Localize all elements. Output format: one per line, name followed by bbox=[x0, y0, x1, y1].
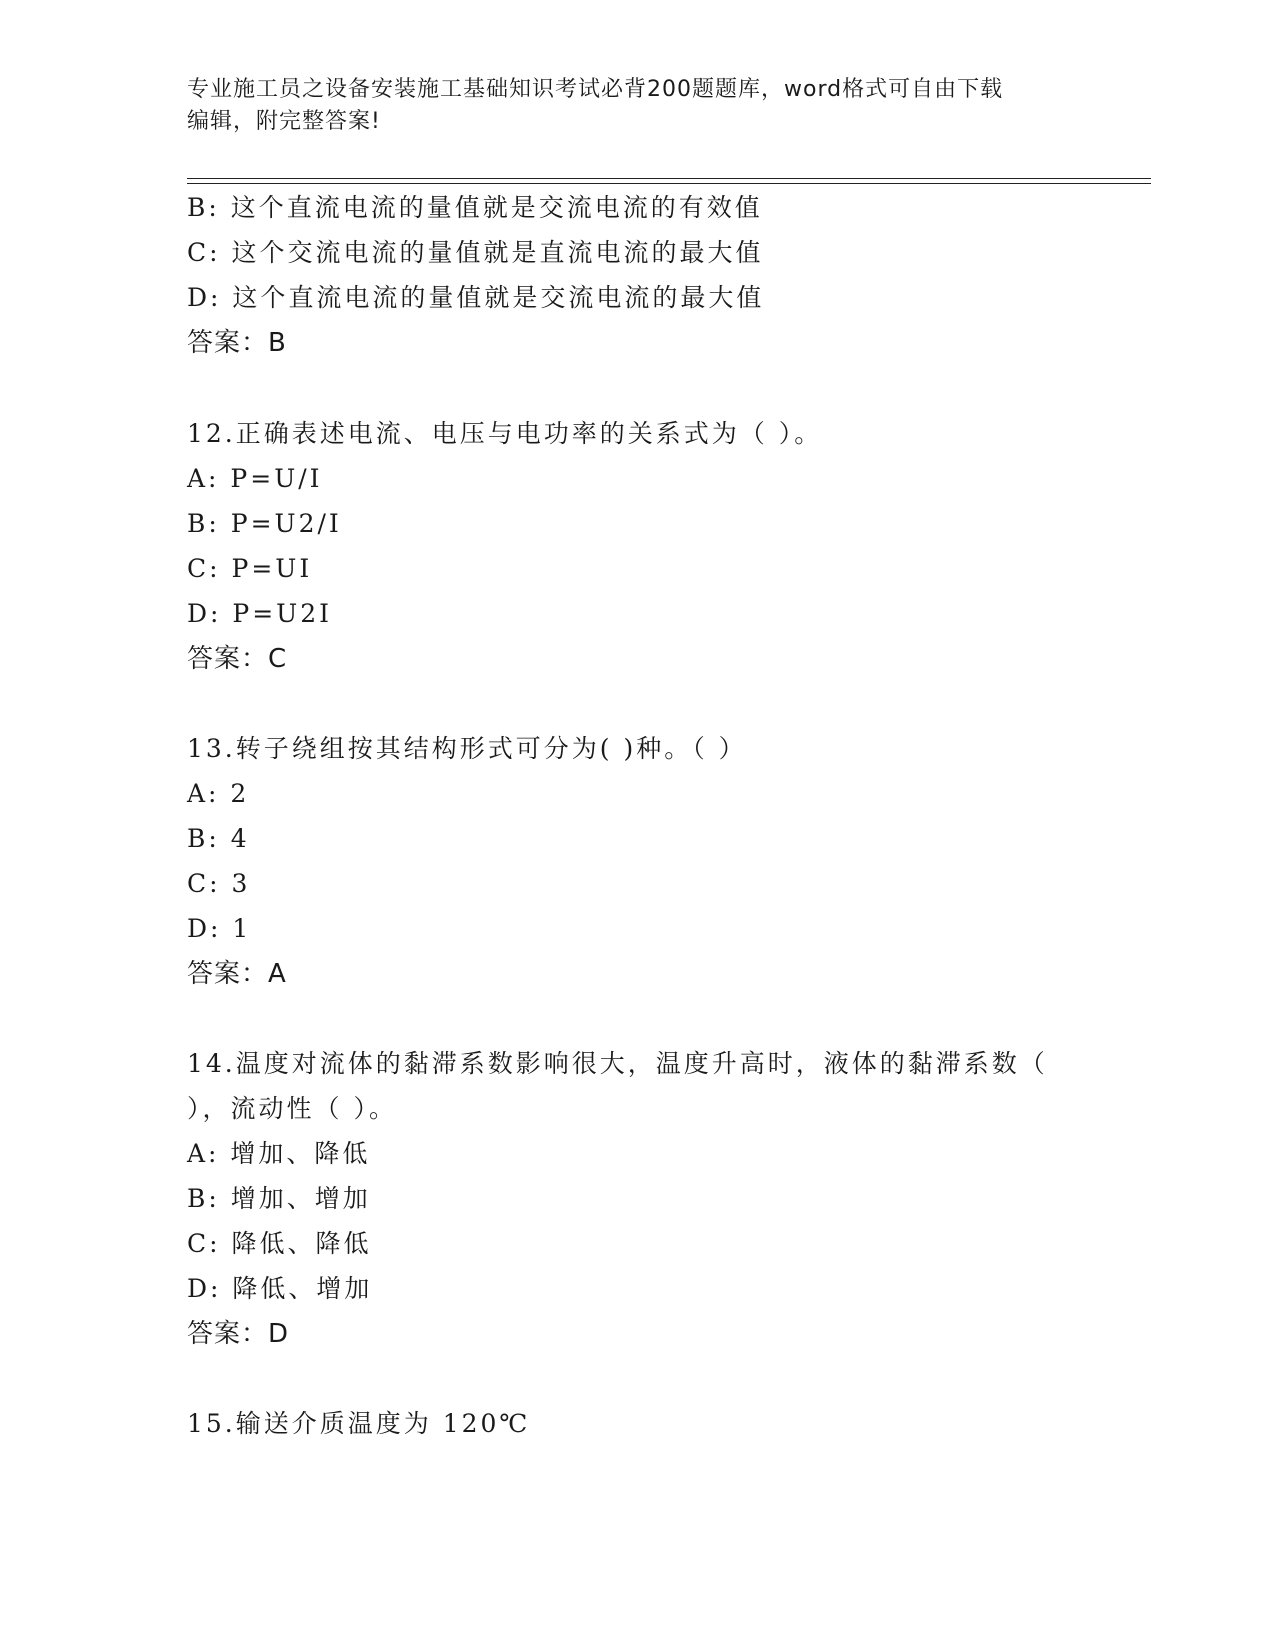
q11-option-b: B: 这个直流电流的量值就是交流电流的有效值 bbox=[187, 193, 763, 222]
q12-question: 12.正确表述电流、电压与电功率的关系式为（ ）。 bbox=[187, 419, 823, 448]
q11-answer: 答案：B bbox=[187, 328, 287, 358]
q12-option-c: C: P=UI bbox=[187, 554, 313, 583]
q15-question: 15.输送介质温度为 120℃ bbox=[187, 1409, 531, 1438]
q13-option-c: C: 3 bbox=[187, 869, 251, 898]
q13-option-a: A: 2 bbox=[187, 779, 250, 808]
document-header bbox=[187, 74, 1087, 138]
q12-answer: 答案：C bbox=[187, 644, 288, 674]
q12-option-d: D: P=U2I bbox=[187, 599, 333, 628]
q14-option-b: B: 增加、增加 bbox=[187, 1184, 371, 1213]
header-title-line2: 编辑，附完整答案! bbox=[187, 109, 381, 134]
q11-option-d: D: 这个直流电流的量值就是交流电流的最大值 bbox=[187, 283, 765, 312]
q13-option-b: B: 4 bbox=[187, 824, 250, 853]
q14-question-line1: 14.温度对流体的黏滞系数影响很大，温度升高时，液体的黏滞系数（ bbox=[187, 1049, 1048, 1078]
header-divider-top bbox=[187, 178, 1151, 179]
q13-answer: 答案：A bbox=[187, 959, 287, 989]
q14-option-a: A: 增加、降低 bbox=[187, 1139, 371, 1168]
q14-question-line2: ），流动性（ ）。 bbox=[187, 1094, 397, 1123]
header-title-line1: 专业施工员之设备安装施工基础知识考试必背200题题库，word格式可自由下载 bbox=[187, 77, 1004, 102]
q14-option-c: C: 降低、降低 bbox=[187, 1229, 372, 1258]
header-divider-bottom bbox=[187, 183, 1151, 184]
q11-option-c: C: 这个交流电流的量值就是直流电流的最大值 bbox=[187, 238, 764, 267]
q14-option-d: D: 降低、增加 bbox=[187, 1274, 373, 1303]
q13-option-d: D: 1 bbox=[187, 914, 252, 943]
q13-question: 13.转子绕组按其结构形式可分为( )种。（ ） bbox=[187, 734, 747, 763]
q14-answer: 答案：D bbox=[187, 1319, 290, 1349]
q12-option-b: B: P=U2/I bbox=[187, 509, 342, 538]
q12-option-a: A: P=U/I bbox=[187, 464, 323, 493]
